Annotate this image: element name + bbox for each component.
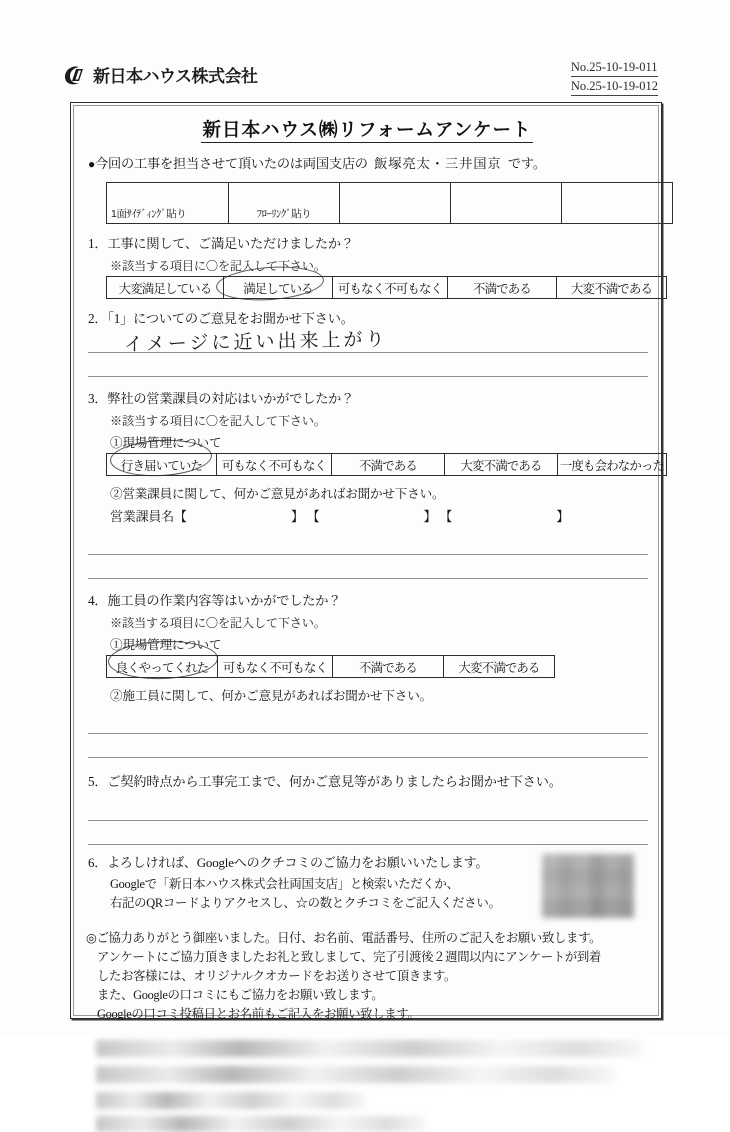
q4-option-0[interactable]: 良くやってくれた <box>107 656 218 678</box>
write-line[interactable] <box>88 797 648 821</box>
question-6-number: 6． <box>88 855 108 870</box>
question-5-answer-area <box>88 797 656 845</box>
q1-option-1[interactable]: 満足している <box>224 277 333 299</box>
work-type-table <box>106 182 673 224</box>
q4-option-2[interactable]: 不満である <box>333 656 444 678</box>
closing-line-5: Googleの口コミ投稿日とお名前もご記入をお願い致します。 <box>97 1006 420 1021</box>
q3-option-3[interactable]: 大変不満である <box>445 454 558 476</box>
question-2-answer-area <box>88 329 656 377</box>
question-1-options-wrap <box>106 276 656 299</box>
document-numbers <box>571 58 658 96</box>
q1-option-0[interactable]: 大変満足している <box>107 277 224 299</box>
lead-paragraph <box>88 153 656 172</box>
question-5-heading <box>88 771 656 790</box>
q1-option-4[interactable]: 大変不満である <box>557 277 667 299</box>
redacted-line <box>96 1040 644 1057</box>
question-3-number: 3． <box>88 391 108 406</box>
question-1-text: 工事に関して、ご満足いただけましたか？ <box>107 236 354 251</box>
question-4-number: 4． <box>88 593 108 608</box>
question-4-note: ※該当する項目に〇を記入して下さい。 <box>110 616 326 630</box>
lead-text-after: です。 <box>507 156 546 171</box>
table-row <box>107 454 667 476</box>
work-cell-1[interactable]: 1面ｻｲﾃﾞｨﾝｸﾞ貼り <box>107 183 229 224</box>
question-6-text: よろしければ、Googleへのクチコミのご協力をお願いいたします。 <box>107 855 489 870</box>
table-row <box>107 656 555 678</box>
question-3-text: 弊社の営業課員の対応はいかがでしたか？ <box>107 391 355 406</box>
q1-option-3[interactable]: 不満である <box>448 277 557 299</box>
table-row <box>107 277 667 299</box>
work-cell-2[interactable]: ﾌﾛｰﾘﾝｸﾞ貼り <box>229 183 340 224</box>
q1-option-2[interactable]: 可もなく不可もなく <box>333 277 448 299</box>
question-1-options <box>106 276 667 299</box>
company-name: 新日本ハウス株式会社 <box>93 67 258 86</box>
q3-option-1[interactable]: 可もなく不可もなく <box>217 454 332 476</box>
q4-option-1[interactable]: 可もなく不可もなく <box>218 656 333 678</box>
bracket-open-3: 【 <box>439 509 453 524</box>
personal-information-redacted <box>88 1034 648 1130</box>
work-cell-4[interactable] <box>451 183 562 224</box>
question-1-heading <box>88 233 656 252</box>
closing-line-4: また、Googleの口コミにもご協力をお願い致します。 <box>97 987 384 1002</box>
redacted-line <box>96 1092 366 1109</box>
table-row <box>107 183 673 224</box>
redacted-line <box>96 1116 426 1132</box>
write-line[interactable] <box>88 555 648 579</box>
bracket-close-3: 】 <box>556 509 570 524</box>
q3-option-2[interactable]: 不満である <box>332 454 445 476</box>
question-4-sub2: ②施工員に関して、何かご意見があればお聞かせ下さい。 <box>110 689 432 703</box>
closing-line-3: したお客様には、オリジナルクオカードをお送りさせて頂きます。 <box>97 969 456 984</box>
q4-option-3[interactable]: 大変不満である <box>444 656 555 678</box>
page-title <box>78 116 656 142</box>
question-6-subline-1: Googleで「新日本ハウス株式会社両国支店」と検索いただくか、 <box>110 877 459 891</box>
lead-text-before: 今回の工事を担当させて頂いたのは両国支店の <box>95 156 368 171</box>
page-title-text: 新日本ハウス㈱リフォームアンケート <box>202 121 532 141</box>
bracket-open-1: 【 <box>174 509 187 524</box>
question-3-answer-area <box>88 531 656 579</box>
closing-line-1-text: ご協力ありがとう御座いました。日付、お名前、電話番号、住所のご記入をお願い致します。 <box>96 931 602 946</box>
page-header <box>0 58 730 104</box>
swoosh-logo-icon <box>62 64 88 86</box>
question-4-heading <box>88 590 656 609</box>
question-4-text: 施工員の作業内容等はいかがでしたか？ <box>107 593 342 608</box>
write-line[interactable] <box>88 821 648 845</box>
staff-names: 飯塚亮太・三井国京 <box>374 156 502 171</box>
bracket-close-1: 】 <box>290 509 304 524</box>
question-3-options <box>106 453 667 476</box>
closing-bullet-icon: ◎ <box>86 931 97 946</box>
write-line[interactable] <box>88 353 648 377</box>
company-logo <box>62 62 258 87</box>
question-6-block <box>88 852 656 913</box>
question-3-subheading: ①現場管理について <box>110 436 222 450</box>
bracket-close-2: 】 <box>423 509 437 524</box>
survey-body <box>78 104 665 1021</box>
sales-staff-name-row <box>110 506 656 525</box>
qr-code-icon[interactable] <box>542 854 634 918</box>
redacted-line <box>96 1066 616 1083</box>
question-4-options-wrap <box>106 655 656 678</box>
q3-option-0[interactable]: 行き届いていた <box>107 454 217 476</box>
write-line[interactable] <box>88 734 648 758</box>
closing-line-2: アンケートにご協力頂きましたお礼と致しまして、完了引渡後２週間以内にアンケートが到着 <box>97 950 601 965</box>
question-4-answer-area <box>88 710 656 758</box>
question-4-subheading: ①現場管理について <box>110 638 222 652</box>
question-3-heading <box>88 388 656 407</box>
work-cell-3[interactable] <box>340 183 451 224</box>
question-6-subline-2: 右記のQRコードよりアクセスし、☆の数とクチコミをご記入ください。 <box>110 896 501 911</box>
write-line[interactable] <box>88 531 648 555</box>
question-1-note: ※該当する項目に〇を記入して下さい。 <box>110 259 326 273</box>
closing-notes <box>86 929 656 1023</box>
bullet-icon: ● <box>88 157 96 171</box>
document-number-2: No.25-10-19-012 <box>571 77 658 96</box>
question-5-text: ご契約時点から工事完工まで、何かご意見等がありましたらお聞かせ下さい。 <box>107 774 562 789</box>
q3-option-4[interactable]: 一度も会わなかった <box>558 454 667 476</box>
closing-line-1 <box>86 929 656 948</box>
question-2-handwritten-answer: イメージに近い出来上がり <box>123 328 388 356</box>
question-2-text: 「1」についてのご意見をお聞かせ下さい。 <box>107 311 354 326</box>
question-3-sub2: ②営業課員に関して、何かご意見があればお聞かせ下さい。 <box>110 487 445 501</box>
question-1-number: 1． <box>88 236 108 251</box>
work-cell-5[interactable] <box>562 183 673 224</box>
question-5-number: 5． <box>88 774 108 789</box>
question-2-number: 2． <box>88 311 108 326</box>
bracket-open-2: 【 <box>306 509 320 524</box>
write-line[interactable] <box>88 710 648 734</box>
question-3-note: ※該当する項目に〇を記入して下さい。 <box>110 414 326 428</box>
document-number-1: No.25-10-19-011 <box>571 58 658 77</box>
question-3-options-wrap <box>106 453 665 476</box>
question-4-options <box>106 655 555 678</box>
sales-staff-name-label: 営業課員名 <box>110 509 175 524</box>
